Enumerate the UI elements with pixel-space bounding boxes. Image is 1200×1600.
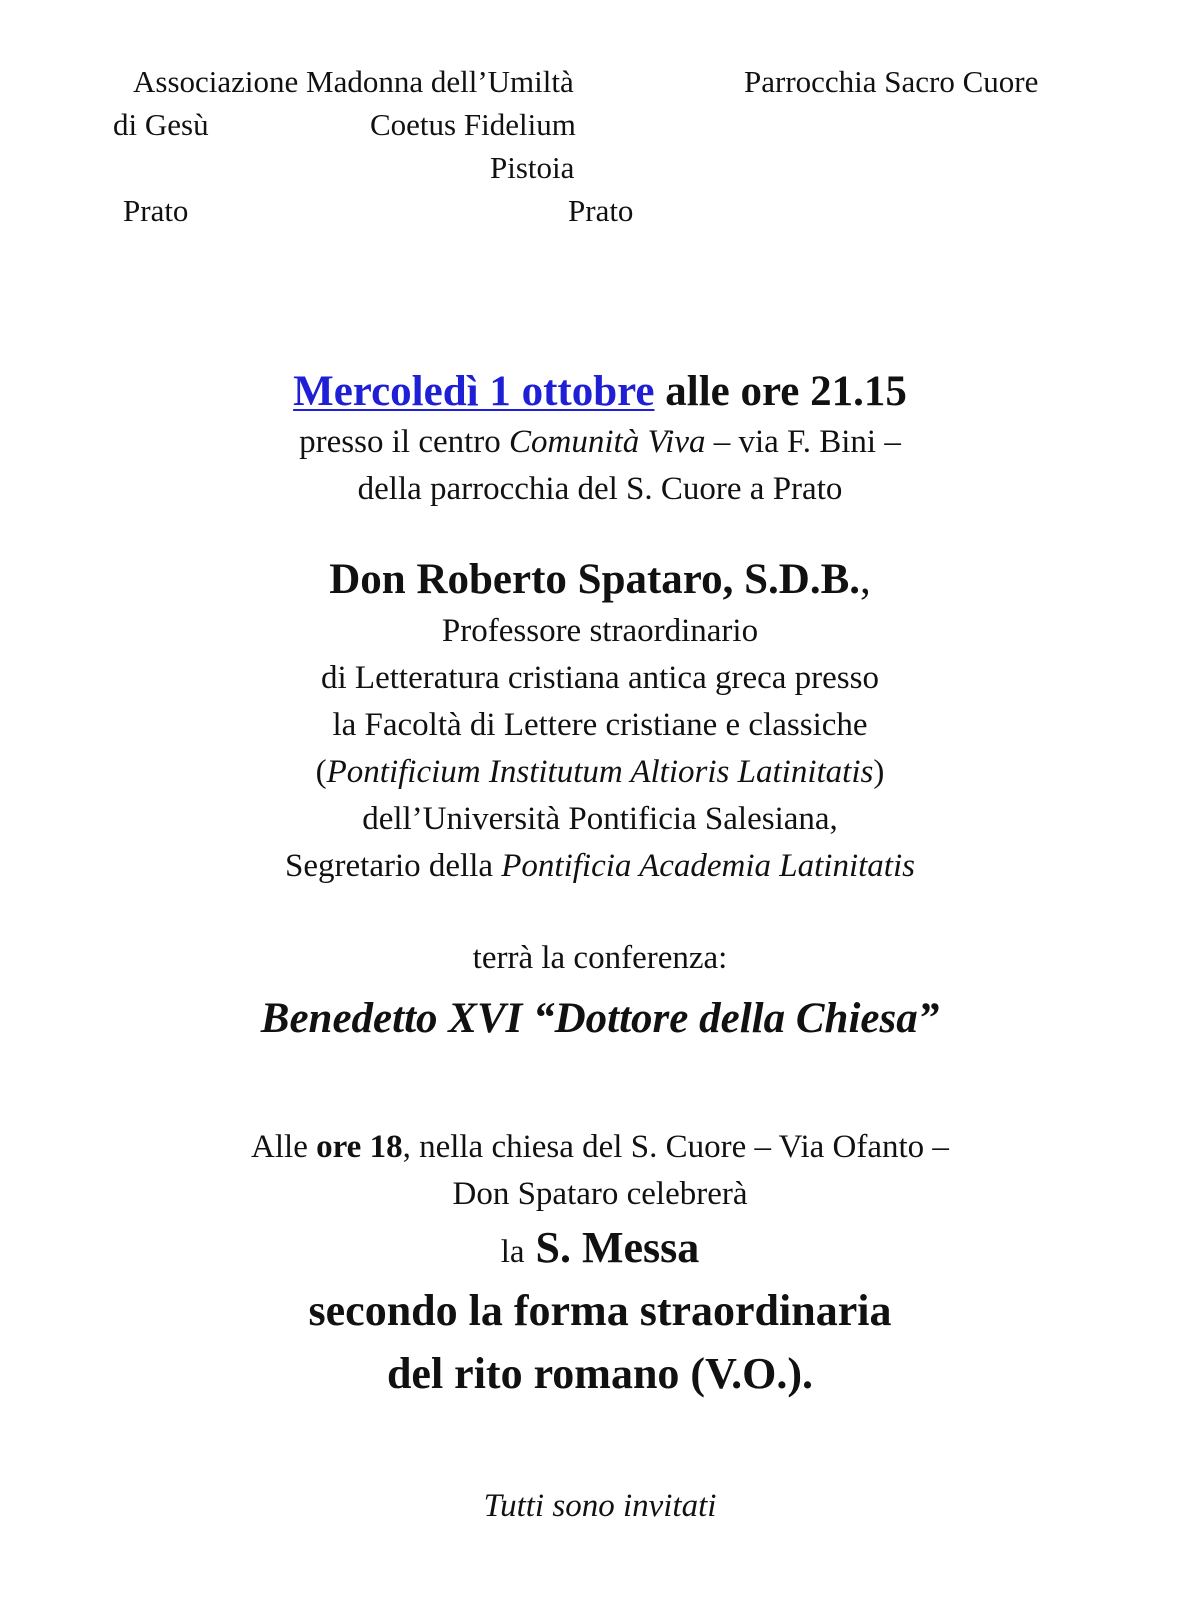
event-date-link[interactable]: Mercoledì 1 ottobre <box>293 368 655 415</box>
header-city-prato-right: Prato <box>568 193 634 228</box>
event-info <box>0 370 1200 506</box>
speaker-title-3: la Facoltà di Lettere cristiane e classiche <box>332 707 868 743</box>
mass-line-3-la: la <box>500 1234 525 1270</box>
header-association-name: Associazione Madonna dell’Umiltà <box>133 64 574 99</box>
event-place-pre: presso il centro <box>299 424 501 460</box>
event-date-line <box>0 370 1200 413</box>
speaker-title-2: di Letteratura cristiana antica greca presso <box>321 660 879 696</box>
header-coetus-fidelium: Coetus Fidelium <box>370 107 576 142</box>
conference-title: Benedetto XVI “Dottore della Chiesa” <box>260 995 940 1042</box>
mass-line-2: Don Spataro celebrerà <box>452 1176 748 1212</box>
mass-line-1-post: , nella chiesa del S. Cuore – Via Ofanto – <box>402 1129 949 1165</box>
speaker-title-5: dell’Università Pontificia Salesiana, <box>362 801 838 837</box>
event-place-line2: della parrocchia del S. Cuore a Prato <box>357 471 843 507</box>
header-association-name-cont: di Gesù <box>113 107 209 142</box>
header-parish-name: Parrocchia Sacro Cuore <box>744 64 1039 99</box>
event-place-name: Comunità Viva <box>509 424 706 460</box>
conference-info <box>0 942 1200 1040</box>
mass-info <box>0 1131 1200 1396</box>
speaker-title-4-close: ) <box>873 754 885 790</box>
speaker-title-6 <box>0 850 1200 883</box>
conference-intro: terrà la conferenza: <box>472 940 728 976</box>
mass-line-3 <box>0 1223 1200 1272</box>
mass-line-1-pre: Alle <box>251 1129 308 1165</box>
speaker-title-4 <box>0 756 1200 789</box>
speaker-comma: , <box>860 556 871 603</box>
event-time: alle ore 21.15 <box>665 368 907 415</box>
speaker-title-4-open: ( <box>315 754 327 790</box>
event-place-line <box>0 426 1200 459</box>
speaker-title-6-italic: Pontificia Academia Latinitatis <box>501 848 915 884</box>
speaker-info <box>0 558 1200 883</box>
header-city-pistoia: Pistoia <box>490 150 575 185</box>
speaker-title-1: Professore straordinario <box>441 613 759 649</box>
speaker-name-line <box>0 558 1200 601</box>
mass-line-4: secondo la forma straordinaria <box>308 1286 892 1335</box>
speaker-title-4-italic: Pontificium Institutum Altioris Latinitatis <box>326 754 874 790</box>
speaker-name: Don Roberto Spataro, S.D.B. <box>329 556 861 603</box>
closing-invitation <box>0 1490 1200 1523</box>
event-place-post: – via F. Bini – <box>713 424 901 460</box>
mass-line-1-time: ore 18 <box>316 1129 403 1165</box>
header-city-prato-left: Prato <box>123 193 189 228</box>
speaker-title-6-pre: Segretario della <box>285 848 494 884</box>
mass-line-1 <box>0 1131 1200 1164</box>
mass-line-3-messa: S. Messa <box>535 1223 700 1272</box>
mass-line-5: del rito romano (V.O.). <box>386 1349 814 1398</box>
closing-text: Tutti sono invitati <box>483 1488 717 1524</box>
